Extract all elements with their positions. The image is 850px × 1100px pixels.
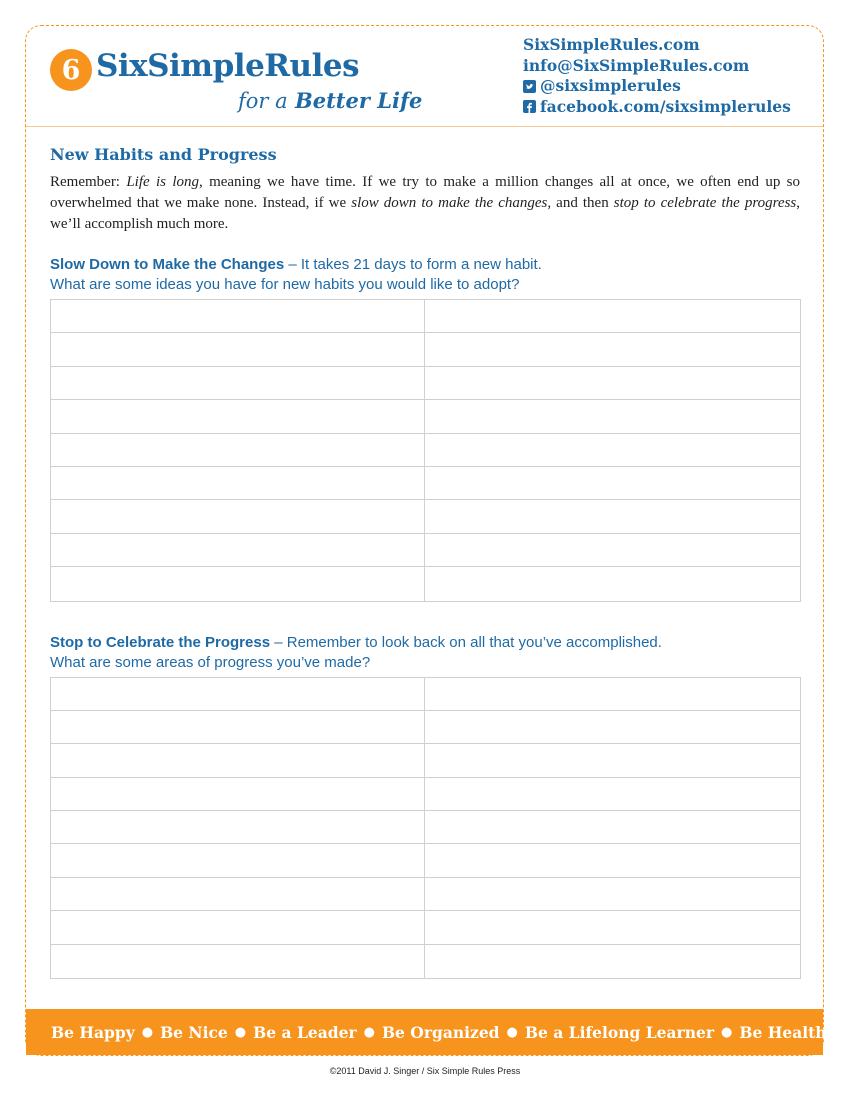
habits-cell[interactable] xyxy=(51,467,425,500)
habits-heading-bold: Slow Down to Make the Changes xyxy=(50,256,285,273)
habits-heading-rest: – It takes 21 days to form a new habit. xyxy=(284,256,542,273)
habits-cell[interactable] xyxy=(51,567,425,600)
habits-cell[interactable] xyxy=(51,434,425,467)
habits-cell[interactable] xyxy=(51,500,425,533)
facebook-text: facebook.com/sixsimplerules xyxy=(540,96,791,116)
intro-emphasis-3: stop to celebrate the progress xyxy=(613,195,797,211)
habits-cell[interactable] xyxy=(425,434,800,467)
progress-cell[interactable] xyxy=(51,911,425,944)
progress-cell[interactable] xyxy=(425,945,800,978)
intro-paragraph xyxy=(50,172,800,235)
website-text: SixSimpleRules.com xyxy=(523,35,700,54)
facebook-link[interactable] xyxy=(523,97,791,118)
intro-text-2: , meaning we have time. If we try to make a million changes all at once, we often end up so overwhelmed that we make none. Instead, if we xyxy=(50,174,800,211)
email-link[interactable] xyxy=(523,56,791,77)
habits-question: What are some ideas you have for new habits you would like to adopt? xyxy=(50,276,520,293)
logo-numeral: 6 xyxy=(61,55,81,86)
twitter-link[interactable] xyxy=(523,76,791,97)
progress-cell[interactable] xyxy=(425,778,800,811)
progress-cell[interactable] xyxy=(425,711,800,744)
progress-cell[interactable] xyxy=(51,744,425,777)
intro-emphasis-2: slow down to make the changes xyxy=(351,195,548,211)
progress-section xyxy=(50,633,801,980)
habits-cell[interactable] xyxy=(425,567,800,600)
progress-cell[interactable] xyxy=(51,811,425,844)
website-link[interactable] xyxy=(523,35,791,56)
tagline-prefix: for a xyxy=(238,89,288,113)
progress-cell[interactable] xyxy=(425,911,800,944)
progress-cell[interactable] xyxy=(51,678,425,711)
bullet-separator: ● xyxy=(234,1024,247,1040)
habits-cell[interactable] xyxy=(51,333,425,366)
habits-cell[interactable] xyxy=(51,300,425,333)
habits-cell[interactable] xyxy=(51,400,425,433)
habits-cell[interactable] xyxy=(51,367,425,400)
progress-grid xyxy=(50,677,801,980)
intro-text-1: Remember: xyxy=(50,174,127,190)
six-circle-icon xyxy=(49,48,93,92)
progress-cell[interactable] xyxy=(425,744,800,777)
progress-heading-bold: Stop to Celebrate the Progress xyxy=(50,633,271,651)
footer-bar xyxy=(26,1009,836,1055)
header xyxy=(26,26,823,126)
progress-cell[interactable] xyxy=(51,844,425,877)
progress-cell[interactable] xyxy=(51,778,425,811)
habits-heading xyxy=(50,255,801,275)
footer-rule: Be Organized xyxy=(381,1022,500,1042)
habits-cell[interactable] xyxy=(425,333,800,366)
progress-cell[interactable] xyxy=(51,711,425,744)
progress-cell[interactable] xyxy=(425,844,800,877)
habits-cell[interactable] xyxy=(425,467,800,500)
footer-rule: Be Healthy xyxy=(739,1022,836,1042)
bullet-separator: ● xyxy=(363,1024,375,1040)
footer-rule: Be Nice xyxy=(160,1022,228,1042)
intro-text-3: , and then xyxy=(547,195,614,211)
main-content xyxy=(50,144,801,979)
header-divider xyxy=(26,126,823,127)
habits-section xyxy=(50,255,801,602)
brand-logo xyxy=(46,44,436,124)
bullet-separator: ● xyxy=(721,1024,733,1040)
facebook-icon xyxy=(523,100,536,113)
footer-rule: Be a Leader xyxy=(253,1022,357,1042)
progress-heading xyxy=(50,633,801,653)
progress-question: What are some areas of progress you’ve made? xyxy=(50,653,371,671)
twitter-icon xyxy=(523,80,536,93)
contact-block xyxy=(523,35,791,117)
page-frame xyxy=(25,25,836,1056)
page-title: New Habits and Progress xyxy=(50,145,277,164)
footer-rules xyxy=(26,1023,836,1042)
tagline-main: Better Life xyxy=(294,88,423,113)
progress-cell[interactable] xyxy=(51,945,425,978)
progress-heading-rest: – Remember to look back on all that you’ve accomplished. xyxy=(270,633,662,651)
logo-wordmark: SixSimpleRules xyxy=(96,48,360,84)
progress-cell[interactable] xyxy=(425,878,800,911)
bullet-separator: ● xyxy=(141,1024,154,1040)
habits-grid xyxy=(50,299,801,602)
habits-cell[interactable] xyxy=(51,534,425,567)
intro-text-4: , we’ll accomplish much more. xyxy=(50,195,800,232)
footer-rule: Be Happy xyxy=(51,1022,135,1042)
logo-tagline xyxy=(238,88,422,113)
email-text: info@SixSimpleRules.com xyxy=(523,55,750,75)
bullet-separator: ● xyxy=(506,1024,518,1040)
progress-cell[interactable] xyxy=(425,678,800,711)
habits-cell[interactable] xyxy=(425,400,800,433)
progress-cell[interactable] xyxy=(425,811,800,844)
intro-emphasis-1: Life is long xyxy=(126,174,199,190)
habits-cell[interactable] xyxy=(425,367,800,400)
progress-cell[interactable] xyxy=(51,878,425,911)
footer-rule: Be a Lifelong Learner xyxy=(524,1022,714,1042)
habits-cell[interactable] xyxy=(425,500,800,533)
habits-cell[interactable] xyxy=(425,300,800,333)
copyright-notice: ©2011 David J. Singer / Six Simple Rules Press xyxy=(329,1066,521,1076)
twitter-text: @sixsimplerules xyxy=(540,76,681,95)
habits-cell[interactable] xyxy=(425,534,800,567)
